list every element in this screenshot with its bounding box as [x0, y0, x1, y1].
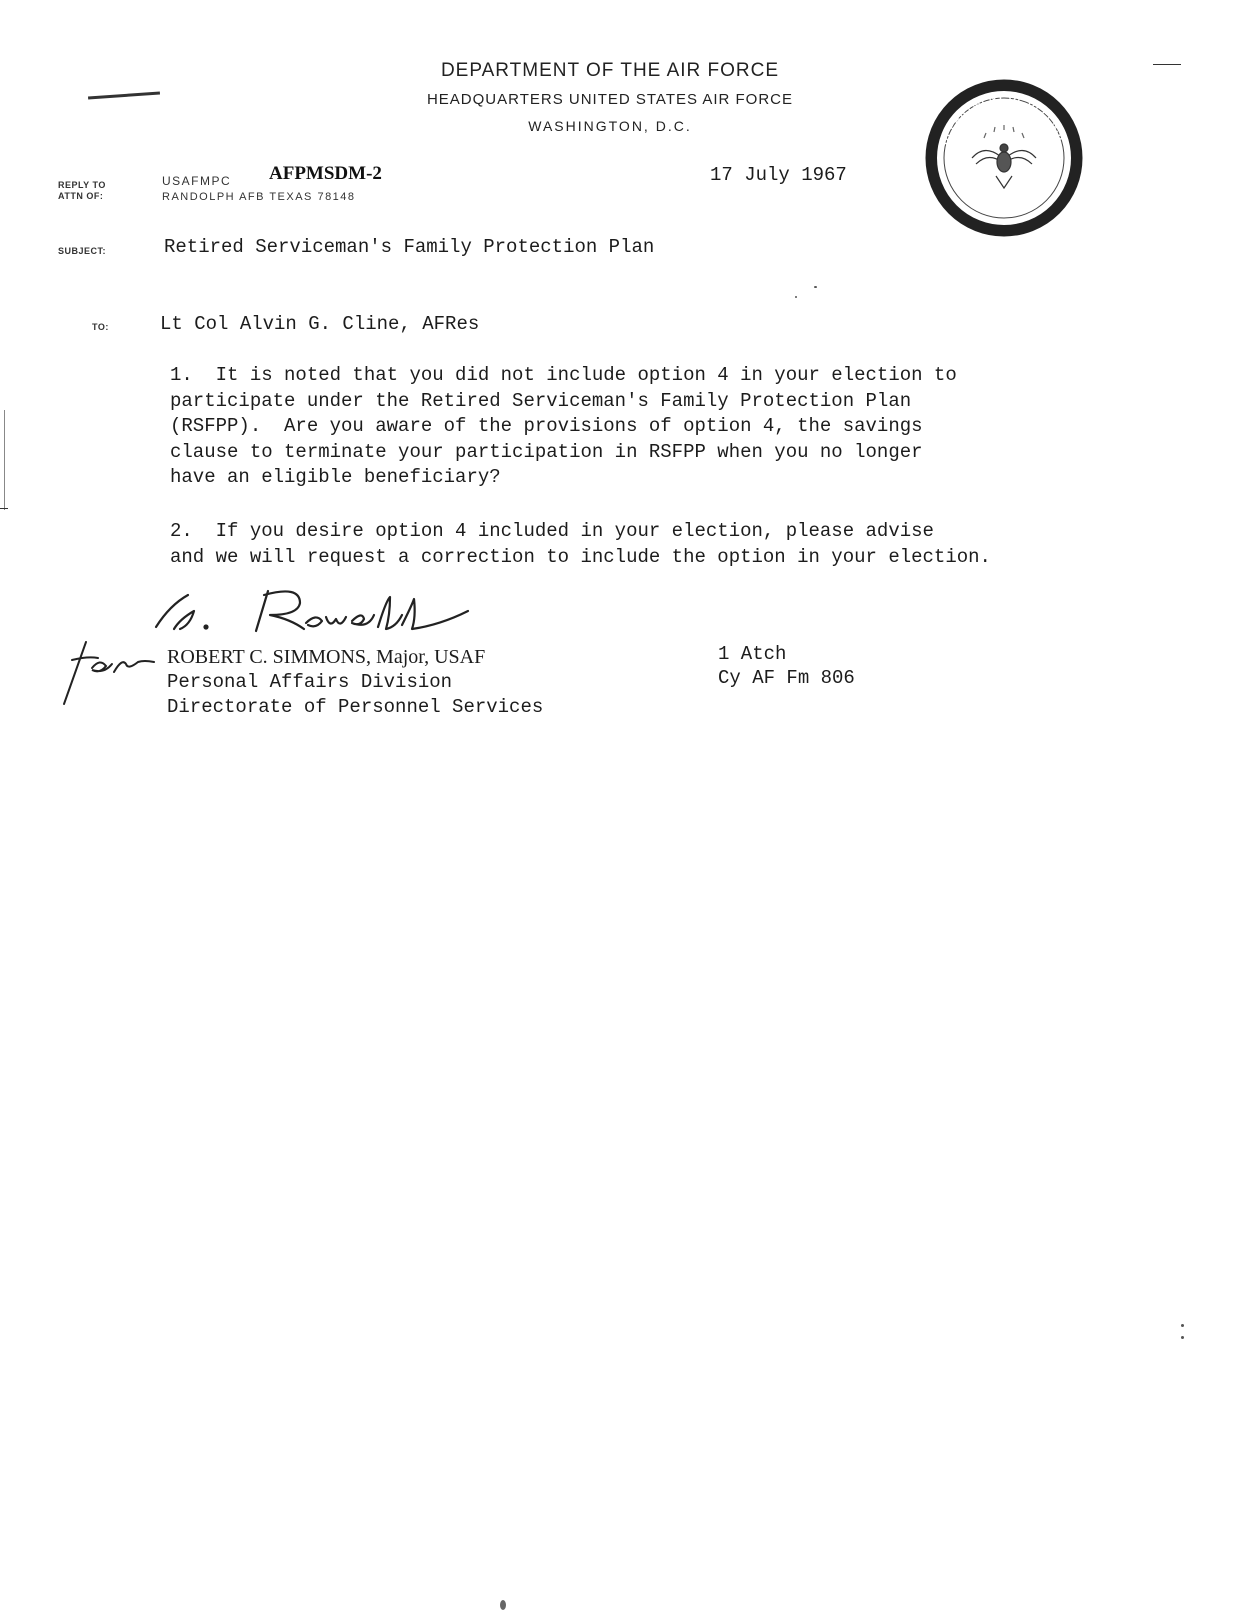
edge-mark: [4, 410, 5, 510]
addressee: Lt Col Alvin G. Cline, AFRes: [160, 313, 480, 335]
letterhead-headquarters: HEADQUARTERS UNITED STATES AIR FORCE: [426, 91, 794, 108]
paragraph-1: 1. It is noted that you did not include option 4 in your election to participate under the Retired Serviceman's Family Protection Plan (RSFPP). Are you aware of the provisions of option 4, the savings clause to terminate your participation in RSFPP when you no longer have an eligible beneficiary?: [170, 364, 957, 488]
svg-text:DEPARTMENT OF DEFENSE: DEPARTMENT OF DEFENSE: [939, 91, 1069, 147]
reply-to-label: REPLY TO: [58, 180, 106, 190]
office-symbol: AFPMSDM-2: [269, 163, 382, 184]
dod-seal: [924, 78, 1084, 238]
reply-office: USAFMPC: [162, 174, 232, 188]
handwritten-signature: [150, 585, 490, 645]
signatory-name: ROBERT C. SIMMONS, Major, USAF: [167, 646, 486, 668]
eagle-icon: [972, 125, 1036, 188]
letter-date: 17 July 1967: [710, 164, 847, 186]
paragraph-2: 2. If you desire option 4 included in your election, please advise and we will request a correction to include the option in your election.: [170, 520, 991, 568]
speck: [1181, 1324, 1184, 1327]
per-mark: [58, 640, 158, 710]
speck: [500, 1600, 506, 1610]
signatory-division: Personal Affairs Division: [167, 671, 453, 693]
subject-label: SUBJECT:: [58, 246, 107, 256]
signatory-directorate: Directorate of Personnel Services: [167, 696, 544, 718]
attachment-count: 1 Atch: [718, 643, 787, 665]
speck: [1181, 1336, 1184, 1339]
letterhead-location: WASHINGTON, D.C.: [528, 118, 692, 134]
svg-text:UNITED STATES OF AMERICA: UNITED STATES OF AMERICA: [951, 159, 1057, 204]
subject-text: Retired Serviceman's Family Protection Plan: [164, 236, 655, 258]
edge-mark: [1153, 64, 1181, 65]
to-label: TO:: [92, 322, 109, 332]
letterhead-department: DEPARTMENT OF THE AIR FORCE: [440, 60, 780, 81]
speck: [795, 296, 797, 298]
speck: [814, 286, 817, 288]
edge-mark: [0, 508, 8, 509]
pen-stroke-mark: [88, 91, 160, 99]
reply-address: RANDOLPH AFB TEXAS 78148: [162, 191, 356, 203]
attachment-item: Cy AF Fm 806: [718, 667, 855, 689]
attn-of-label: ATTN OF:: [58, 191, 104, 201]
